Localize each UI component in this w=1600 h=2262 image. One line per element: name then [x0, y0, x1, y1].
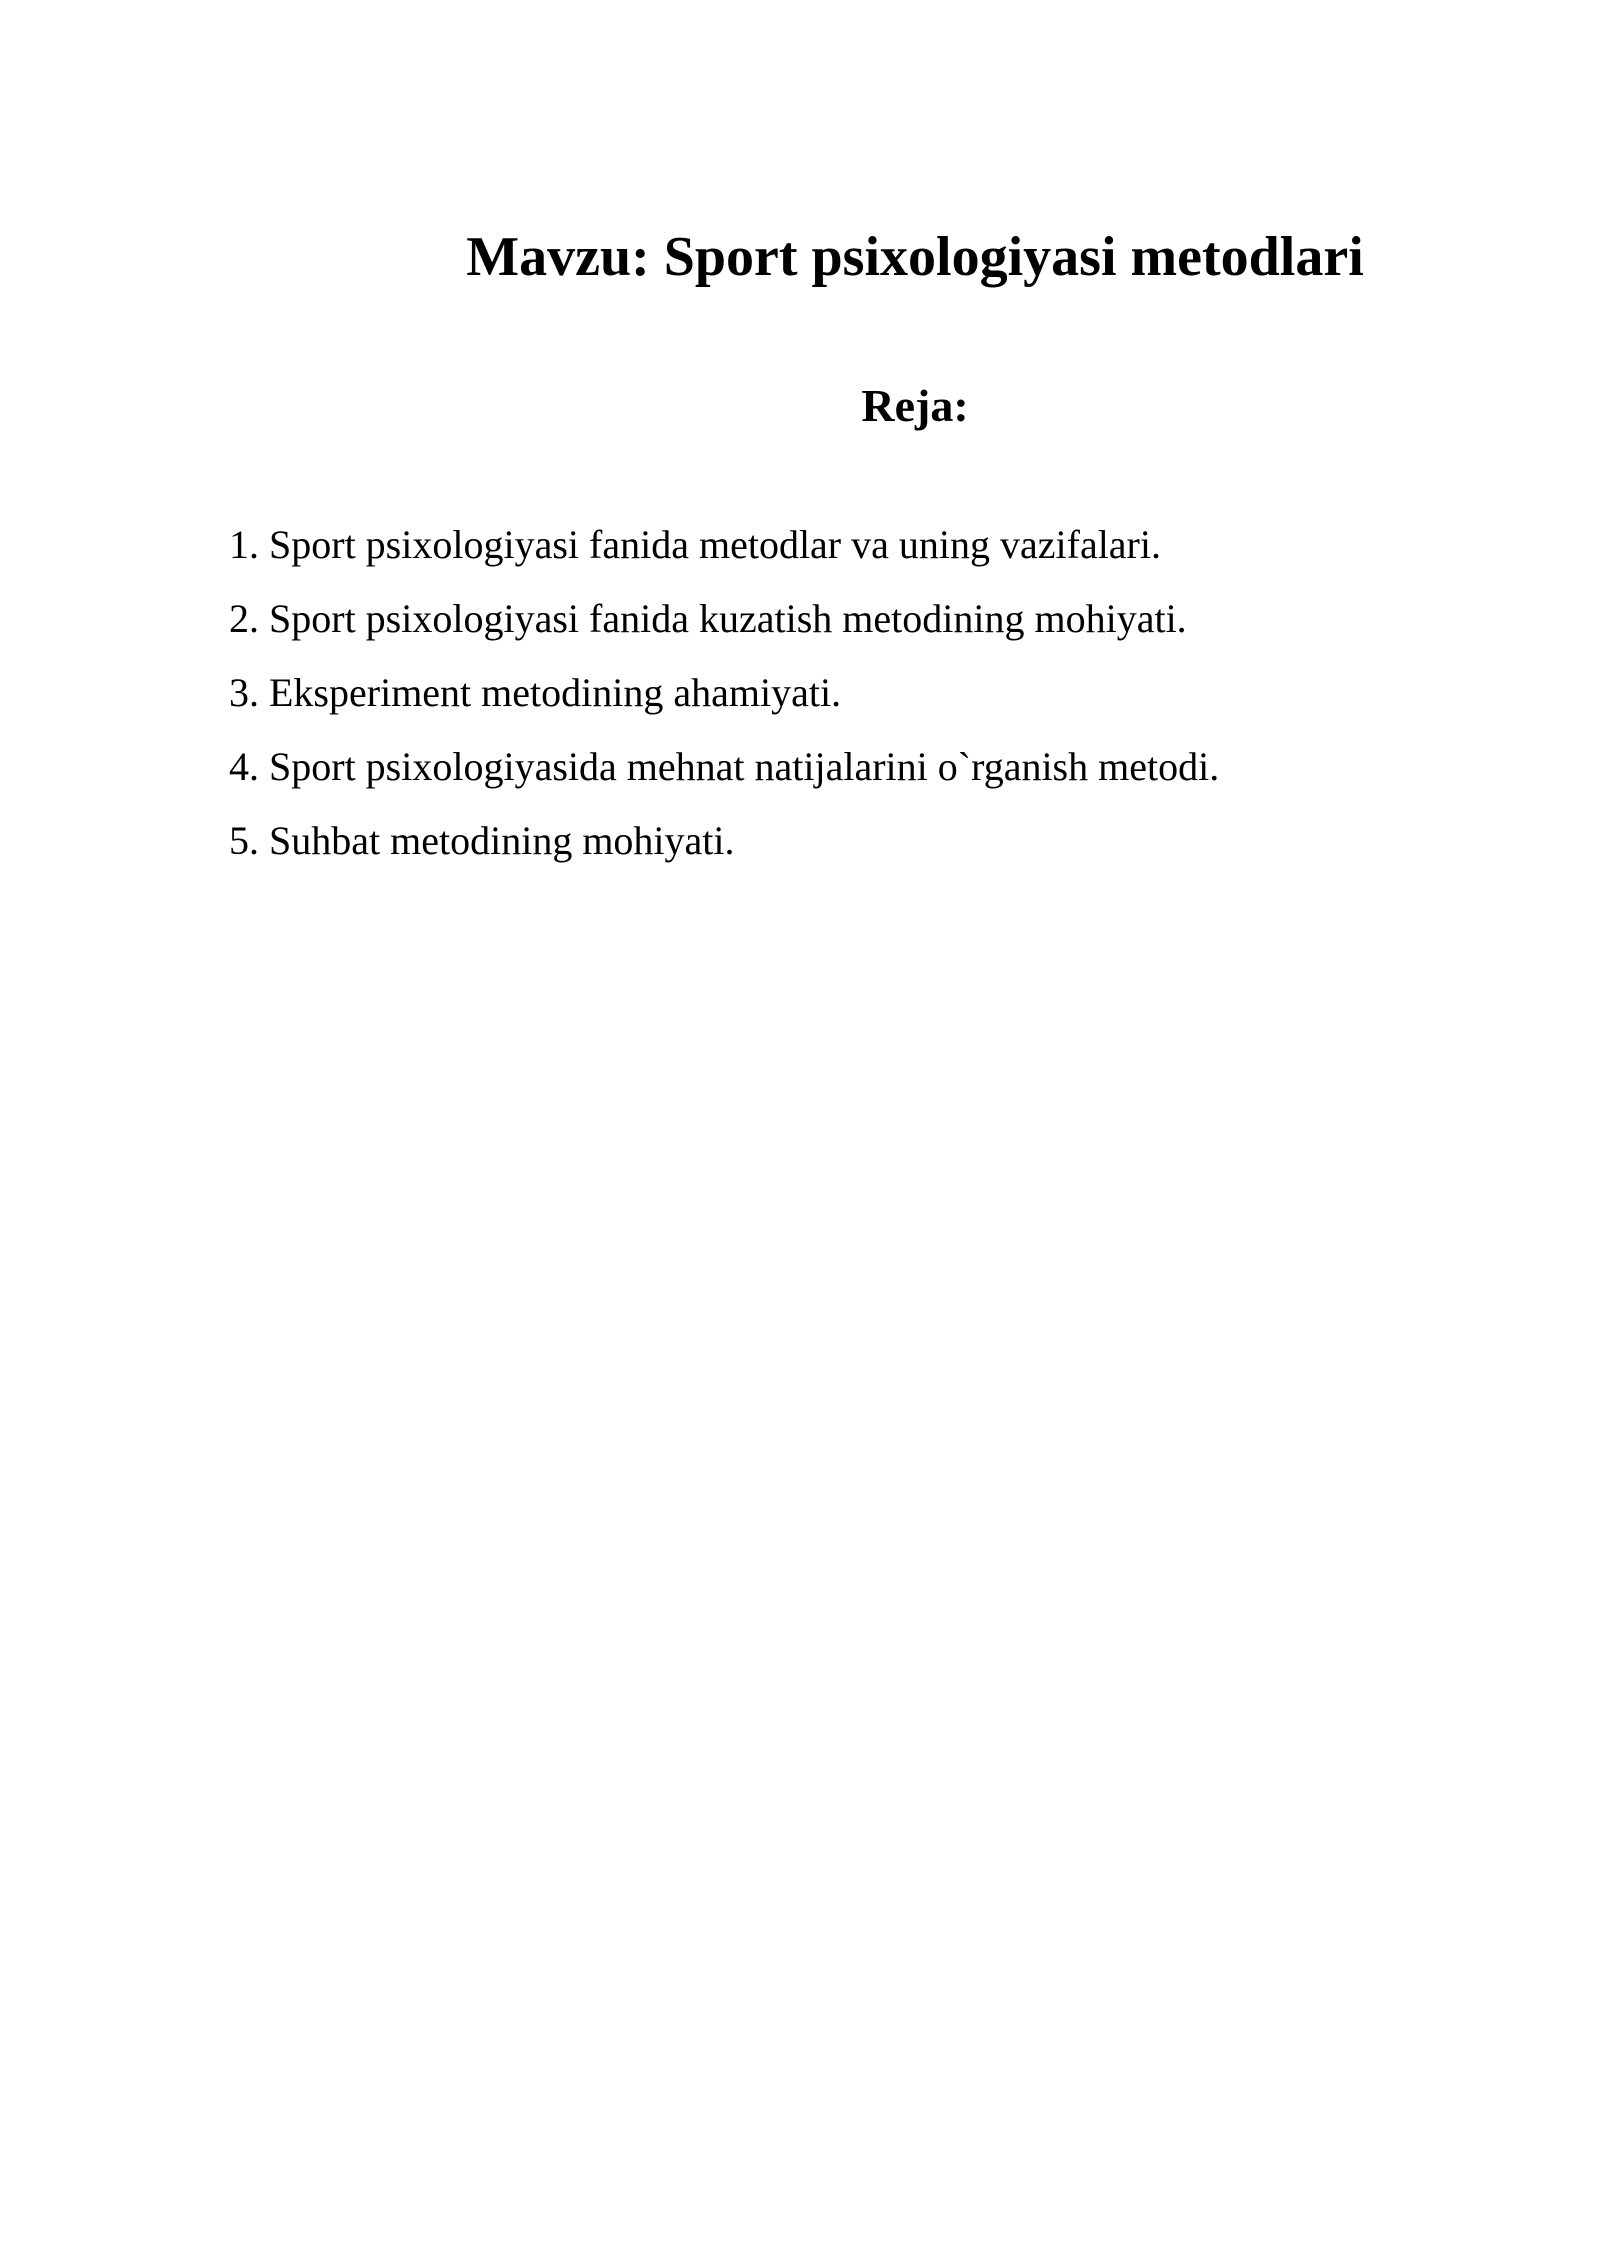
plan-heading: Reja: — [861, 380, 969, 431]
plan-item: 5. Suhbat metodining mohiyati. — [229, 818, 735, 863]
plan-list — [229, 520, 1219, 890]
plan-item: 2. Sport psixologiyasi fanida kuzatish metodining mohiyati. — [229, 596, 1187, 641]
page-title: Mavzu: Sport psixologiyasi metodlari — [466, 226, 1364, 288]
plan-item: 3. Eksperiment metodining ahamiyati. — [229, 670, 842, 715]
plan-item: 4. Sport psixologiyasida mehnat natijalarini o`rganish metodi. — [229, 744, 1220, 789]
plan-item: 1. Sport psixologiyasi fanida metodlar va uning vazifalari. — [229, 522, 1161, 567]
